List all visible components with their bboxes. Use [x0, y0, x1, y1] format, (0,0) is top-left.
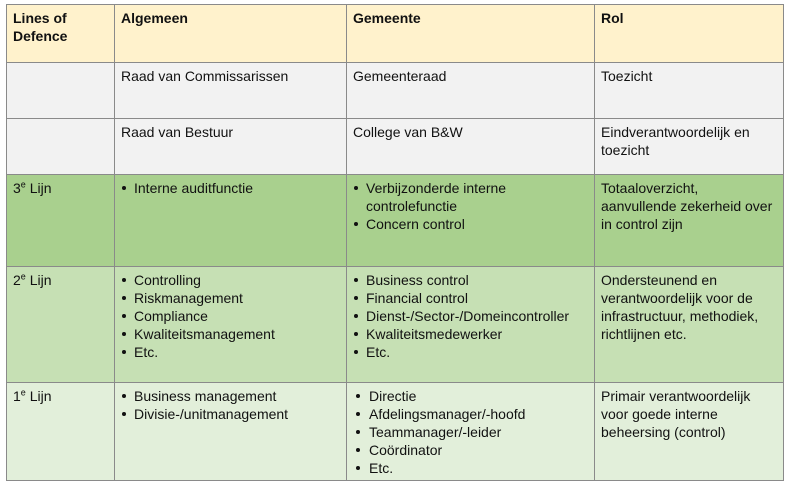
line-cell [7, 175, 115, 267]
list-item [121, 179, 340, 197]
line-word: Lijn [29, 272, 52, 288]
algemeen-cell [115, 267, 347, 383]
bullet-icon [354, 278, 358, 282]
bullet-icon [354, 332, 358, 336]
list-item-text: Compliance [134, 308, 208, 324]
list-item-text: Teammanager/-leider [369, 424, 502, 440]
bullet-icon [122, 296, 126, 300]
list-item [353, 215, 588, 233]
list-item-text: Business control [366, 272, 469, 288]
list-item [353, 423, 588, 441]
list-item [121, 289, 340, 307]
algemeen-cell: Raad van Commissarissen [115, 63, 347, 119]
table-row-lijn-1 [7, 383, 784, 481]
algemeen-cell: Raad van Bestuur [115, 119, 347, 175]
list-item-text: Directie [369, 388, 417, 404]
line-cell [7, 267, 115, 383]
bullet-icon [122, 394, 126, 398]
list-item-text: Controlling [134, 272, 201, 288]
rol-cell: Toezicht [595, 63, 784, 119]
list-item-text: Verbijzonderde interne controlefunctie [366, 180, 507, 214]
bullet-icon [122, 412, 126, 416]
table-row-raad-van-bestuur [7, 119, 784, 175]
list-item-text: Etc. [369, 460, 394, 476]
rol-cell: Ondersteunend en verantwoordelijk voor de infrastructuur, methodiek, richtlijnen etc. [595, 267, 784, 383]
list-item [121, 271, 340, 289]
header-rol: Rol [595, 5, 784, 63]
bullet-icon [356, 430, 360, 434]
bullet-icon [356, 448, 360, 452]
bullet-icon [356, 394, 360, 398]
list-item-text: Coördinator [369, 442, 443, 458]
list-item [353, 307, 588, 325]
line-word: Lijn [29, 180, 52, 196]
header-lines-of-defence: Lines of Defence [7, 5, 115, 63]
list-item [121, 405, 340, 423]
bullet-icon [122, 186, 126, 190]
bullet-icon [354, 314, 358, 318]
table-row-lijn-3 [7, 175, 784, 267]
line-number: 3 [13, 180, 21, 196]
bullet-icon [122, 350, 126, 354]
list-item [353, 289, 588, 307]
list-item [353, 343, 588, 361]
line-number: 2 [13, 272, 21, 288]
list-item-text: Business management [134, 388, 277, 404]
bullet-icon [122, 278, 126, 282]
table-row-raad-van-commissarissen [7, 63, 784, 119]
line-cell [7, 383, 115, 481]
gemeente-list [353, 387, 588, 477]
gemeente-cell: Gemeenteraad [347, 63, 595, 119]
bullet-icon [356, 412, 360, 416]
line-word: Lijn [29, 388, 52, 404]
list-item-text: Kwaliteitsmanagement [134, 326, 275, 342]
header-row [7, 5, 784, 63]
table-row-lijn-2 [7, 267, 784, 383]
line-number: 1 [13, 388, 21, 404]
rol-cell: Eindverantwoordelijk en toezicht [595, 119, 784, 175]
list-item [353, 179, 588, 215]
bullet-icon [354, 222, 358, 226]
line-cell [7, 63, 115, 119]
bullet-icon [122, 332, 126, 336]
list-item-text: Interne auditfunctie [134, 180, 254, 196]
list-item [353, 387, 588, 405]
line-ordinal: e [20, 387, 26, 398]
list-item-text: Financial control [366, 290, 468, 306]
list-item [121, 307, 340, 325]
gemeente-cell: College van B&W [347, 119, 595, 175]
bullet-icon [354, 296, 358, 300]
list-item-text: Etc. [366, 344, 391, 360]
list-item-text: Concern control [366, 216, 465, 232]
gemeente-list [353, 271, 588, 361]
list-item [121, 387, 340, 405]
list-item-text: Riskmanagement [134, 290, 243, 306]
header-gemeente: Gemeente [347, 5, 595, 63]
algemeen-cell [115, 175, 347, 267]
algemeen-list [121, 387, 340, 423]
line-ordinal: e [20, 179, 26, 190]
rol-cell: Totaaloverzicht, aanvullende zekerheid over in control zijn [595, 175, 784, 267]
algemeen-list [121, 179, 340, 197]
list-item [121, 343, 340, 361]
header-algemeen: Algemeen [115, 5, 347, 63]
list-item [353, 325, 588, 343]
list-item-text: Etc. [134, 344, 159, 360]
algemeen-cell [115, 383, 347, 481]
bullet-icon [356, 466, 360, 470]
lines-of-defence-table [6, 4, 784, 481]
gemeente-cell [347, 383, 595, 481]
rol-cell: Primair verantwoordelijk voor goede interne beheersing (control) [595, 383, 784, 481]
list-item [353, 271, 588, 289]
list-item [121, 325, 340, 343]
list-item [353, 405, 588, 423]
gemeente-list [353, 179, 588, 233]
line-cell [7, 119, 115, 175]
list-item [353, 459, 588, 477]
gemeente-cell [347, 267, 595, 383]
list-item [353, 441, 588, 459]
list-item-text: Dienst-/Sector-/Domeincontroller [366, 308, 570, 324]
list-item-text: Kwaliteitsmedewerker [366, 326, 503, 342]
gemeente-cell [347, 175, 595, 267]
bullet-icon [354, 186, 358, 190]
list-item-text: Afdelingsmanager/-hoofd [369, 406, 526, 422]
algemeen-list [121, 271, 340, 361]
list-item-text: Divisie-/unitmanagement [134, 406, 289, 422]
bullet-icon [354, 350, 358, 354]
bullet-icon [122, 314, 126, 318]
line-ordinal: e [20, 271, 26, 282]
